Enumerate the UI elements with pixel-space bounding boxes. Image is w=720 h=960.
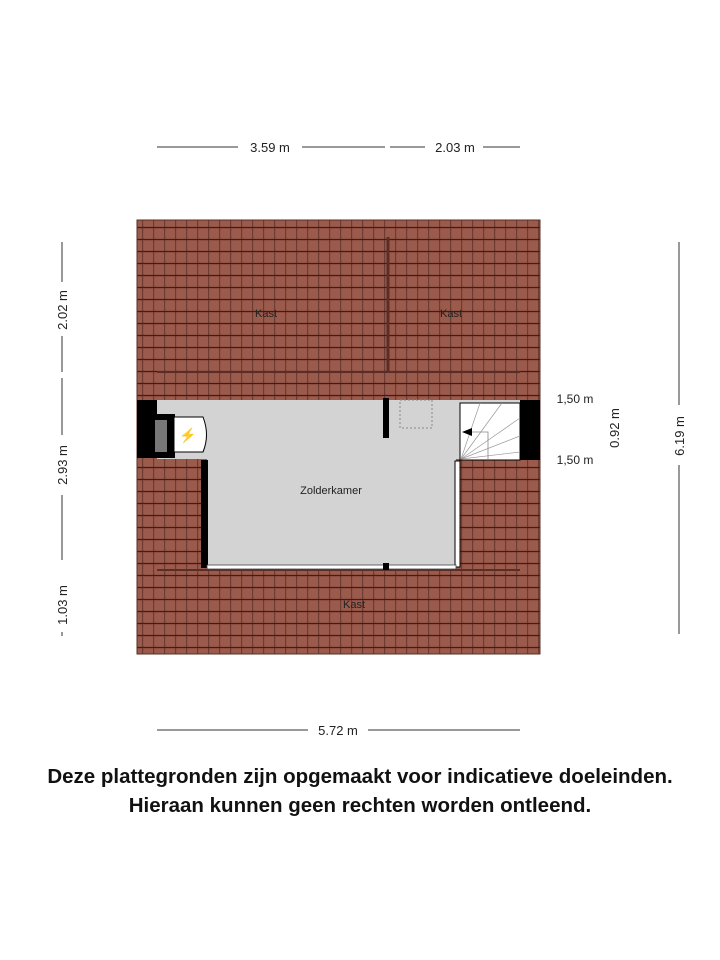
flame-icon: ⚡ bbox=[179, 427, 197, 443]
boiler bbox=[150, 414, 207, 458]
room-label-kast: Kast bbox=[342, 599, 366, 611]
dimension-label: 5.72 m bbox=[318, 723, 358, 738]
wall bbox=[383, 398, 389, 438]
dimension-label: 0.92 m bbox=[607, 408, 622, 448]
room-label-zolderkamer: Zolderkamer bbox=[300, 485, 362, 497]
dimension-label: 1.03 m bbox=[55, 585, 70, 625]
dimension-top bbox=[157, 140, 520, 155]
staircase[interactable] bbox=[460, 403, 520, 460]
dimension-label: 2.02 m bbox=[55, 290, 70, 330]
dimension-label: 2.03 m bbox=[435, 140, 475, 155]
knee-wall bbox=[207, 565, 456, 569]
dimension-bottom bbox=[157, 723, 520, 738]
disclaimer-line: Hieraan kunnen geen rechten worden ontleend. bbox=[128, 794, 592, 817]
wall bbox=[201, 460, 208, 568]
disclaimer bbox=[0, 762, 720, 820]
dimension-label: 3.59 m bbox=[250, 140, 290, 155]
wall bbox=[455, 461, 460, 567]
dimension-label: 6.19 m bbox=[672, 416, 687, 456]
dimension-left bbox=[55, 242, 70, 636]
height-label: 1,50 m bbox=[556, 453, 594, 467]
dimension-right bbox=[557, 242, 687, 634]
room-label-kast: Kast bbox=[439, 308, 463, 320]
wall bbox=[520, 400, 540, 460]
disclaimer-line: Deze plattegronden zijn opgemaakt voor indicatieve doeleinden. bbox=[47, 765, 673, 788]
height-label: 1,50 m bbox=[556, 392, 594, 406]
room-label-kast: Kast bbox=[254, 308, 278, 320]
dimension-label: 2.93 m bbox=[55, 445, 70, 485]
